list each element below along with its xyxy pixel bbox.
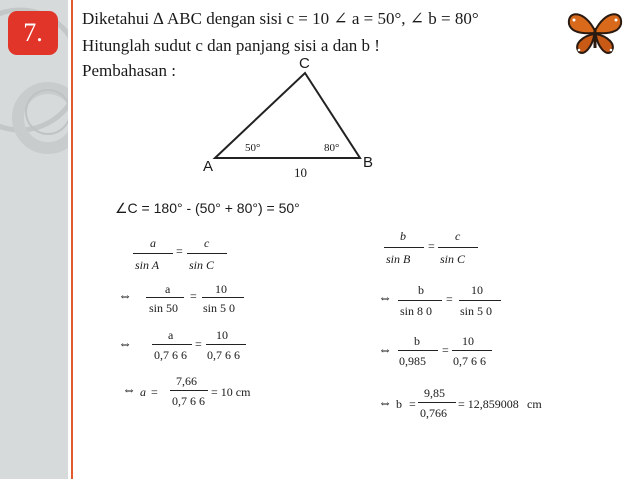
fraction-denominator: sin A	[135, 258, 160, 272]
iff-symbol: ⇔	[122, 383, 136, 398]
fraction-bar	[170, 390, 208, 391]
slide-number-badge: 7.	[8, 11, 58, 55]
fraction-denominator: sin 50	[149, 301, 179, 315]
result-variable: a	[140, 385, 146, 399]
given-text: Diketahui ∆ ABC dengan sisi c = 10 ∠ a = 50°, ∠ b = 80°	[82, 9, 479, 28]
fraction-numerator: a	[168, 328, 174, 342]
fraction-denominator: 0,766	[420, 406, 447, 420]
fraction-bar	[133, 253, 173, 254]
fraction-numerator: 10	[462, 334, 474, 348]
fraction-denominator: 0,7 6 6	[172, 394, 205, 408]
fraction-numerator: 10	[215, 282, 227, 296]
equals-sign: =	[190, 289, 197, 303]
iff-symbol: ⇔	[118, 289, 132, 304]
fraction-bar	[398, 350, 438, 351]
result-value: = 12,859008	[458, 397, 519, 411]
fraction-bar	[459, 300, 501, 301]
fraction-bar	[398, 300, 442, 301]
fraction-bar	[146, 297, 184, 298]
equals-sign: =	[151, 385, 158, 399]
fraction-bar	[418, 402, 456, 403]
iff-symbol: ⇔	[378, 396, 392, 411]
fraction-bar	[187, 253, 227, 254]
angle-b-label: 80°	[324, 142, 340, 154]
fraction-denominator: sin C	[189, 258, 215, 272]
task-text: Hitunglah sudut c dan panjang sisi a dan b !	[82, 36, 380, 55]
result-unit: cm	[527, 397, 542, 411]
fraction-bar	[438, 247, 478, 248]
fraction-denominator: 0,7 6 6	[154, 348, 187, 362]
solution-label: Pembahasan :	[82, 61, 176, 80]
iff-symbol: ⇔	[378, 343, 392, 358]
fraction-numerator: a	[165, 282, 171, 296]
fraction-numerator: 7,66	[176, 374, 197, 388]
equals-sign: =	[446, 292, 453, 306]
vertex-a-label: A	[203, 158, 214, 175]
equals-sign: =	[428, 239, 435, 253]
fraction-bar	[452, 350, 492, 351]
fraction-denominator: sin 8 0	[400, 304, 433, 318]
vertex-c-label: C	[299, 55, 310, 72]
fraction-bar	[152, 344, 192, 345]
fraction-numerator: b	[414, 334, 420, 348]
side-c-label: 10	[294, 165, 307, 180]
equals-sign: =	[442, 343, 449, 357]
fraction-denominator: sin C	[440, 252, 466, 266]
result-variable: b	[396, 397, 402, 411]
fraction-numerator: c	[204, 236, 210, 250]
fraction-denominator: 0,985	[399, 354, 426, 368]
fraction-denominator: 0,7 6 6	[453, 354, 486, 368]
result-value: = 10 cm	[211, 385, 251, 399]
fraction-bar	[202, 297, 244, 298]
fraction-numerator: 10	[471, 283, 483, 297]
equals-sign: =	[195, 337, 202, 351]
fraction-numerator: 10	[216, 328, 228, 342]
fraction-numerator: c	[455, 229, 461, 243]
angle-c-equation: ∠C = 180° - (50° + 80°) = 50°	[115, 200, 300, 216]
fraction-numerator: a	[150, 236, 156, 250]
fraction-denominator: sin 5 0	[203, 301, 236, 315]
equals-sign: =	[176, 244, 183, 258]
angle-a-label: 50°	[245, 142, 261, 154]
iff-symbol: ⇔	[118, 337, 132, 352]
iff-symbol: ⇔	[378, 291, 392, 306]
fraction-denominator: sin B	[386, 252, 411, 266]
fraction-bar	[384, 247, 424, 248]
fraction-numerator: b	[400, 229, 406, 243]
fraction-denominator: sin 5 0	[460, 304, 493, 318]
vertex-b-label: B	[363, 154, 374, 171]
fraction-denominator: 0,7 6 6	[207, 348, 240, 362]
fraction-numerator: 9,85	[424, 386, 445, 400]
fraction-bar	[206, 344, 246, 345]
equals-sign: =	[409, 397, 416, 411]
fraction-numerator: b	[418, 283, 424, 297]
